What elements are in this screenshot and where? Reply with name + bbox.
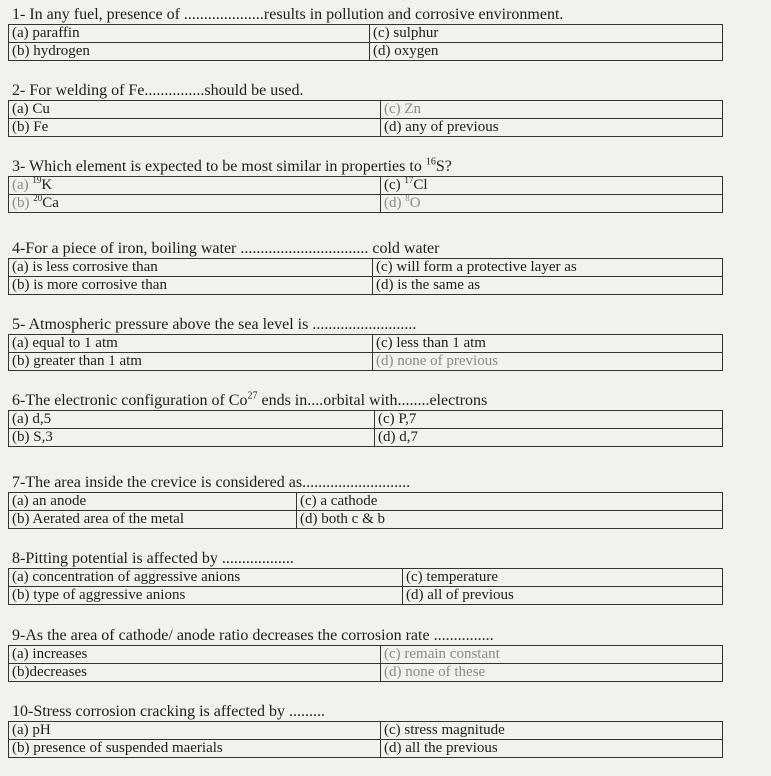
option-d-prefix: (d) (384, 195, 406, 211)
table-row (9, 587, 723, 605)
option-c: (c) will form a protective layer as (373, 259, 723, 277)
table-row (9, 511, 723, 529)
option-c-prefix: (c) (384, 177, 405, 193)
question-7-options (8, 492, 723, 529)
question-10 (8, 703, 723, 758)
option-b: (b) type of aggressive anions (9, 587, 403, 605)
option-d: (d) is the same as (373, 277, 723, 295)
question-1-options (8, 24, 723, 61)
table-row (9, 259, 723, 277)
question-1-text: 1- In any fuel, presence of ....................results in pollution and corrosive environment. (12, 6, 564, 23)
question-1 (8, 6, 723, 61)
question-6 (8, 392, 723, 447)
question-7 (8, 474, 723, 529)
question-8-text: 8-Pitting potential is affected by .................. (12, 550, 294, 567)
option-a: (a) pH (9, 722, 381, 740)
table-row (9, 493, 723, 511)
option-b: (b) S,3 (9, 429, 375, 447)
option-a-sup: 19 (32, 176, 42, 185)
table-row (9, 722, 723, 740)
question-4-options (8, 258, 723, 295)
option-a: (a) Cu (9, 101, 381, 119)
question-10-text: 10-Stress corrosion cracking is affected by ......... (12, 703, 325, 720)
option-d: (d) none of previous (373, 353, 723, 371)
option-d: (d) both c & b (297, 511, 723, 529)
option-c: (c) temperature (403, 569, 723, 587)
table-row (9, 195, 723, 213)
option-b: (b) presence of suspended maerials (9, 740, 381, 758)
option-a: (a) equal to 1 atm (9, 335, 373, 353)
option-b-symbol: Ca (42, 195, 59, 211)
question-8 (8, 550, 723, 605)
table-row (9, 429, 723, 447)
option-a: (a) increases (9, 646, 381, 664)
option-c: (c) remain constant (381, 646, 723, 664)
question-8-options (8, 568, 723, 605)
question-7-text: 7-The area inside the crevice is considered as........................... (12, 474, 411, 491)
option-d: (d) none of these (381, 664, 723, 682)
table-row (9, 335, 723, 353)
question-2-options (8, 100, 723, 137)
option-c: (c) a cathode (297, 493, 723, 511)
option-a (9, 177, 381, 195)
question-2 (8, 82, 723, 137)
option-d: (d) oxygen (370, 43, 723, 61)
option-c: (c) less than 1 atm (373, 335, 723, 353)
table-row (9, 25, 723, 43)
question-6-text-suffix: ends in....orbital with........electrons (257, 392, 488, 409)
question-3-text (8, 158, 723, 176)
option-b: (b) greater than 1 atm (9, 353, 373, 371)
question-2-text: 2- For welding of Fe...............should be used. (12, 82, 304, 99)
question-3 (8, 158, 723, 213)
question-4-text: 4-For a piece of iron, boiling water ................................ cold water (12, 240, 440, 257)
option-c (381, 177, 723, 195)
question-6-text (8, 392, 723, 410)
table-row (9, 353, 723, 371)
question-10-options (8, 721, 723, 758)
question-6-text-sup: 27 (247, 390, 258, 402)
question-9-options (8, 645, 723, 682)
question-3-options (8, 176, 723, 213)
option-a: (a) an anode (9, 493, 297, 511)
option-c: (c) sulphur (370, 25, 723, 43)
option-a-symbol: K (41, 177, 53, 193)
table-row (9, 119, 723, 137)
option-b-sup: 20 (33, 194, 43, 203)
table-row (9, 664, 723, 682)
table-row (9, 411, 723, 429)
question-9-text: 9-As the area of cathode/ anode ratio decreases the corrosion rate ............... (12, 627, 494, 644)
option-d: (d) d,7 (375, 429, 723, 447)
option-c-symbol: Cl (413, 177, 428, 193)
option-c: (c) Zn (381, 101, 723, 119)
table-row (9, 43, 723, 61)
option-a-prefix: (a) (12, 177, 33, 193)
option-d (381, 195, 723, 213)
option-b: (b) hydrogen (9, 43, 370, 61)
option-c-sup: 17 (404, 176, 414, 185)
table-row (9, 646, 723, 664)
table-row (9, 277, 723, 295)
question-4 (8, 240, 723, 295)
question-3-text-suffix: S? (435, 158, 452, 175)
table-row (9, 740, 723, 758)
option-b: (b) Fe (9, 119, 381, 137)
option-a: (a) is less corrosive than (9, 259, 373, 277)
question-6-text-prefix: 6-The electronic configuration of Co (12, 392, 248, 409)
option-d: (d) all of previous (403, 587, 723, 605)
option-b: (b) Aerated area of the metal (9, 511, 297, 529)
option-d: (d) all the previous (381, 740, 723, 758)
table-row (9, 101, 723, 119)
question-5-options (8, 334, 723, 371)
table-row (9, 569, 723, 587)
option-c: (c) stress magnitude (381, 722, 723, 740)
option-d-sup: 8 (405, 194, 410, 203)
option-b: (b) is more corrosive than (9, 277, 373, 295)
question-5 (8, 316, 723, 371)
option-d: (d) any of previous (381, 119, 723, 137)
question-6-options (8, 410, 723, 447)
option-a: (a) paraffin (9, 25, 370, 43)
question-9 (8, 627, 723, 682)
option-b (9, 195, 381, 213)
option-c: (c) P,7 (375, 411, 723, 429)
table-row (9, 177, 723, 195)
option-a: (a) d,5 (9, 411, 375, 429)
question-3-text-prefix: 3- Which element is expected to be most similar in properties to (12, 158, 426, 175)
option-a: (a) concentration of aggressive anions (9, 569, 403, 587)
option-d-symbol: O (409, 195, 421, 211)
option-b: (b)decreases (9, 664, 381, 682)
question-3-text-sup: 16 (425, 156, 436, 168)
question-5-text: 5- Atmospheric pressure above the sea level is .......................... (12, 316, 417, 333)
option-b-prefix: (b) (12, 195, 34, 211)
